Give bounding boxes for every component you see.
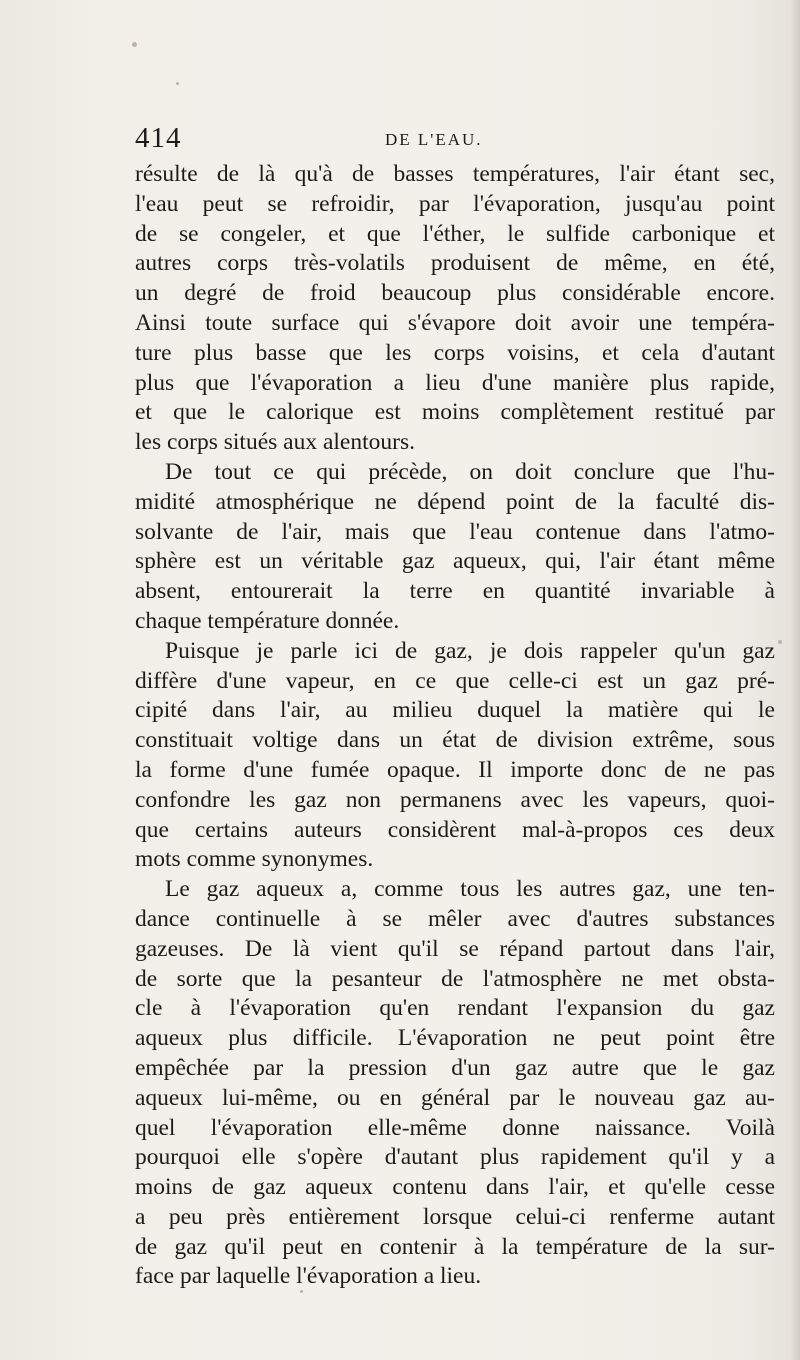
text-line: chaque température donnée. xyxy=(135,607,400,634)
text-line: face par laquelle l'évaporation a lieu. xyxy=(135,1263,482,1290)
text-line: empêchée par la pression d'un gaz autre que le gaz xyxy=(135,1054,775,1081)
running-title: DE L'EAU. xyxy=(385,130,483,149)
text-line: de gaz qu'il peut en contenir à la température de la sur- xyxy=(135,1233,775,1260)
text-line: quel l'évaporation elle-même donne naissance. Voilà xyxy=(135,1114,775,1141)
text-line: Puisque je parle ici de gaz, je dois rappeler qu'un gaz xyxy=(165,637,775,664)
text-line: De tout ce qui précède, on doit conclure que l'hu- xyxy=(165,458,775,485)
text-line: confondre les gaz non permanens avec les vapeurs, quoi- xyxy=(135,786,775,813)
text-line: mots comme synonymes. xyxy=(135,846,374,873)
text-line: a peu près entièrement lorsque celui-ci renferme autant xyxy=(135,1203,775,1230)
text-line: aqueux plus difficile. L'évaporation ne peut point être xyxy=(135,1025,775,1052)
text-line: dance continuelle à se mêler avec d'autres substances xyxy=(135,905,775,932)
text-line: cipité dans l'air, au milieu duquel la matière qui le xyxy=(135,697,775,724)
text-line: pourquoi elle s'opère d'autant plus rapidement qu'il y a xyxy=(135,1144,775,1171)
page-number: 414 xyxy=(135,122,182,154)
text-line: autres corps très-volatils produisent de même, en été, xyxy=(135,250,775,277)
text-line: moins de gaz aqueux contenu dans l'air, et qu'elle cesse xyxy=(135,1174,775,1201)
text-line: diffère d'une vapeur, en ce que celle-ci est un gaz pré- xyxy=(135,667,775,694)
text-line: que certains auteurs considèrent mal-à-propos ces deux xyxy=(135,816,775,843)
text-line: la forme d'une fumée opaque. Il importe donc de ne pas xyxy=(135,756,775,783)
text-line: aqueux lui-même, ou en général par le nouveau gaz au- xyxy=(135,1084,775,1111)
page-edge-shadow xyxy=(790,0,800,1360)
text-line: de se congeler, et que l'éther, le sulfide carbonique et xyxy=(135,220,775,247)
text-line: sphère est un véritable gaz aqueux, qui, l'air étant même xyxy=(135,548,775,575)
text-line: l'eau peut se refroidir, par l'évaporation, jusqu'au point xyxy=(135,190,775,217)
text-line: absent, entourerait la terre en quantité invariable à xyxy=(135,578,775,605)
text-line: un degré de froid beaucoup plus considérable encore. xyxy=(135,280,775,307)
text-line: solvante de l'air, mais que l'eau contenue dans l'atmo- xyxy=(135,518,775,545)
text-line: et que le calorique est moins complètement restitué par xyxy=(135,399,775,426)
text-line: midité atmosphérique ne dépend point de la faculté dis- xyxy=(135,488,775,515)
body-text xyxy=(135,160,775,1292)
text-line: plus que l'évaporation a lieu d'une manière plus rapide, xyxy=(135,369,775,396)
running-head xyxy=(135,122,775,158)
text-line: gazeuses. De là vient qu'il se répand partout dans l'air, xyxy=(135,935,775,962)
text-line: cle à l'évaporation qu'en rendant l'expansion du gaz xyxy=(135,995,775,1022)
text-line: les corps situés aux alentours. xyxy=(135,429,415,456)
text-line: ture plus basse que les corps voisins, et cela d'autant xyxy=(135,339,775,366)
text-line: résulte de là qu'à de basses températures, l'air étant sec, xyxy=(135,161,775,187)
text-line: de sorte que la pesanteur de l'atmosphère ne met obsta- xyxy=(135,965,775,992)
text-line: Ainsi toute surface qui s'évapore doit avoir une tempéra- xyxy=(135,309,775,336)
text-line: Le gaz aqueux a, comme tous les autres gaz, une ten- xyxy=(165,876,775,903)
text-line: constituait voltige dans un état de division extrême, sous xyxy=(135,727,775,754)
